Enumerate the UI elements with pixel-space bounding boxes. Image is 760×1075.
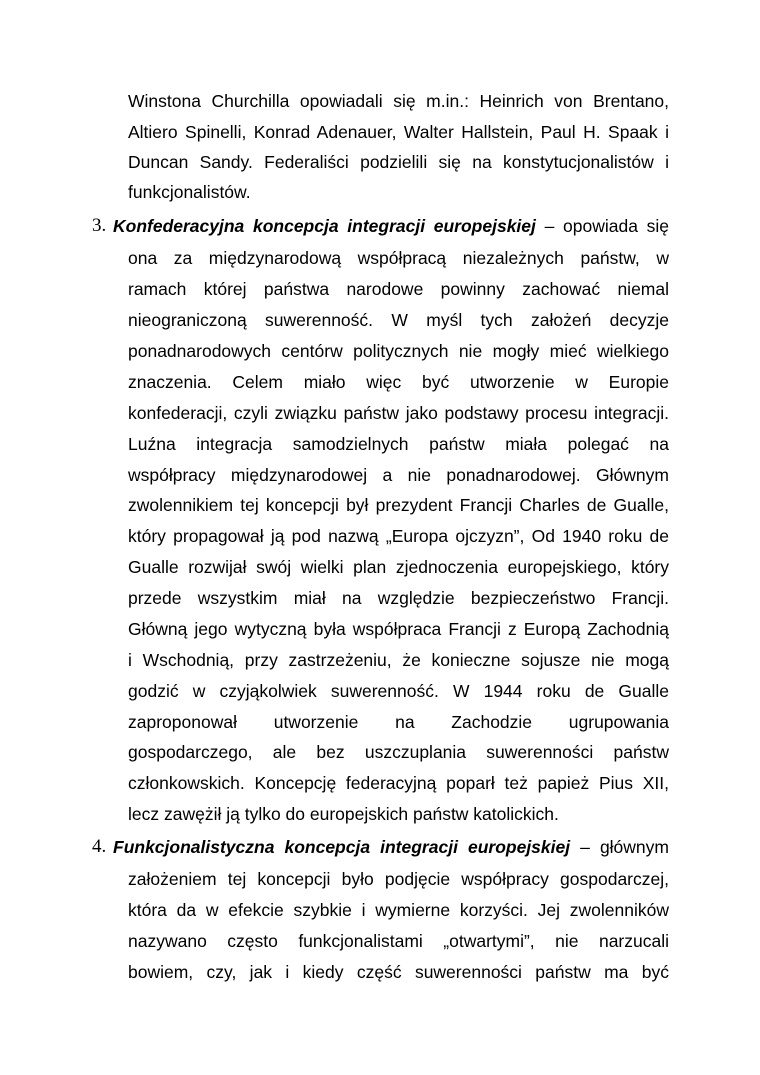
item4-line: nazywano często funkcjonalistami „otwartymi”, nie narzucali xyxy=(128,931,669,951)
list-marker-4: 4. xyxy=(92,836,107,857)
item3-line: ramach której państwa narodowe powinny zachować niemal xyxy=(128,279,669,299)
item4-line: założeniem tej koncepcji było podjęcie współpracy gospodarczej, xyxy=(128,869,669,889)
item3-line: ona za międzynarodową współpracą niezależnych państw, w xyxy=(128,248,669,268)
item4-line: która da w efekcie szybkie i wymierne korzyści. Jej zwolenników xyxy=(128,900,669,920)
item3-line: godzić w czyjąkolwiek suwerenność. W 1944 roku de Gualle xyxy=(128,681,669,701)
item3-line: współpracy międzynarodowej a nie ponadnarodowej. Głównym xyxy=(128,465,669,485)
intro-line-2: Altiero Spinelli, Konrad Adenauer, Walter Hallstein, Paul H. Spaak i xyxy=(128,122,669,142)
item3-line: Główną jego wytyczną była współpraca Francji z Europą Zachodnią xyxy=(128,619,669,639)
item3-line: Gualle rozwijał swój wielki plan zjednoczenia europejskiego, który xyxy=(128,557,669,577)
item3-first-rest: – opowiada się xyxy=(535,216,669,236)
item4-first-rest: – głównym xyxy=(570,837,669,857)
item3-line: i Wschodnią, przy zastrzeżeniu, że konieczne sojusze nie mogą xyxy=(128,650,669,670)
item3-line: nieograniczoną suwerenność. W myśl tych założeń decyzje xyxy=(128,310,669,330)
item3-line: Luźna integracja samodzielnych państw miała polegać na xyxy=(128,434,669,454)
item3-first-line xyxy=(113,215,669,237)
intro-line-3: Duncan Sandy. Federaliści podzielili się na konstytucjonalistów i xyxy=(128,152,669,172)
item4-first-line xyxy=(113,836,669,858)
list-marker-3: 3. xyxy=(92,215,107,236)
item3-line: przede wszystkim miał na względzie bezpieczeństwo Francji. xyxy=(128,588,669,608)
item3-line: zwolennikiem tej koncepcji był prezydent Francji Charles de Gualle, xyxy=(128,495,669,515)
item3-term: Konfederacyjna koncepcja integracji europejskiej xyxy=(113,216,536,236)
intro-line-1: Winstona Churchilla opowiadali się m.in.: Heinrich von Brentano, xyxy=(128,91,669,111)
item3-line: członkowskich. Koncepcję federacyjną poparł też papież Pius XII, xyxy=(128,773,669,793)
item4-line: bowiem, czy, jak i kiedy część suwerenności państw ma być xyxy=(128,962,669,982)
item3-line: znaczenia. Celem miało więc być utworzenie w Europie xyxy=(128,372,669,392)
intro-line-4: funkcjonalistów. xyxy=(128,182,251,202)
item3-line: zaproponował utworzenie na Zachodzie ugrupowania xyxy=(128,712,669,732)
item3-line: gospodarczego, ale bez uszczuplania suwerenności państw xyxy=(128,742,669,762)
item4-term: Funkcjonalistyczna koncepcja integracji europejskiej xyxy=(113,837,571,857)
item3-line: konfederacji, czyli związku państw jako podstawy procesu integracji. xyxy=(128,403,669,423)
item3-line: lecz zawężił ją tylko do europejskich państw katolickich. xyxy=(128,804,559,824)
item3-line: który propagował ją pod nazwą „Europa ojczyzn”, Od 1940 roku de xyxy=(128,526,669,546)
item3-line: ponadnarodowych centórw politycznych nie mogły mieć wielkiego xyxy=(128,341,669,361)
